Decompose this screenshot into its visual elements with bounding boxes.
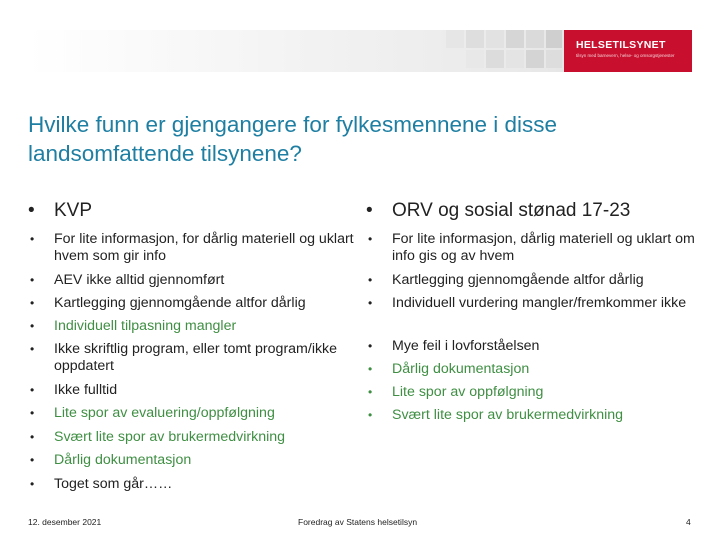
list-item — [366, 338, 696, 355]
list-item — [366, 407, 696, 424]
bullet: • — [368, 362, 373, 376]
bullet: • — [28, 200, 35, 221]
list-item — [28, 405, 364, 422]
list-item — [366, 384, 696, 401]
left-heading-row — [28, 200, 364, 226]
right-column — [366, 200, 696, 423]
bullet: • — [30, 383, 35, 397]
bullet: • — [366, 200, 373, 221]
list-item-text: Svært lite spor av brukermedvirkning — [392, 407, 624, 423]
list-item-text: Individuell vurdering mangler/fremkommer ikke — [392, 295, 687, 311]
decorative-tiles — [446, 30, 562, 72]
list-item-text: Lite spor av evaluering/oppfølgning — [54, 405, 275, 421]
list-item — [28, 272, 364, 289]
bullet: • — [368, 339, 373, 353]
bullet: • — [30, 406, 35, 420]
right-heading-row — [366, 200, 696, 226]
bullet: • — [30, 430, 35, 444]
bullet: • — [368, 296, 373, 310]
bullet: • — [30, 296, 35, 310]
list-item — [366, 361, 696, 378]
footer-center: Foredrag av Statens helsetilsyn — [298, 517, 418, 527]
list-item — [28, 382, 364, 399]
bullet: • — [30, 342, 35, 356]
list-item-text: Ikke skriftlig program, eller tomt program/ikke oppdatert — [54, 341, 338, 374]
bullet: • — [368, 232, 373, 246]
slide-title: Hvilke funn er gjengangere for fylkesmennene i disse landsomfattende tilsynene? — [28, 112, 558, 166]
bullet: • — [368, 385, 373, 399]
list-item — [28, 295, 364, 312]
list-item-text: Ikke fulltid — [54, 382, 118, 398]
bullet: • — [30, 232, 35, 246]
list-item — [28, 318, 364, 335]
list-item-text: Dårlig dokumentasjon — [54, 452, 192, 468]
bullet: • — [30, 319, 35, 333]
list-item-text: Individuell tilpasning mangler — [54, 318, 237, 334]
list-item-text: Lite spor av oppfølgning — [392, 384, 544, 400]
logo-text: HELSETILSYNET — [576, 39, 666, 51]
left-heading: KVP — [54, 200, 93, 221]
list-item — [366, 272, 696, 289]
list-item-text: Svært lite spor av brukermedvirkning — [54, 429, 286, 445]
list-item — [366, 231, 696, 265]
left-column — [28, 200, 364, 492]
bullet: • — [30, 453, 35, 467]
list-item — [366, 295, 696, 312]
helsetilsynet-logo — [564, 30, 692, 72]
list-item — [28, 341, 364, 375]
bullet: • — [368, 273, 373, 287]
list-item — [28, 452, 364, 469]
bullet: • — [368, 408, 373, 422]
bullet: • — [30, 273, 35, 287]
list-item — [28, 231, 364, 265]
list-item — [28, 476, 364, 493]
right-heading: ORV og sosial stønad 17-23 — [392, 200, 631, 221]
logo-subtext: tilsyn med barnevern, helse- og omsorgstjenester — [576, 53, 675, 58]
list-item-text: For lite informasjon, for dårlig materiell og uklart hvem som gir info — [54, 231, 354, 264]
bullet: • — [30, 477, 35, 491]
footer-date: 12. desember 2021 — [28, 517, 102, 527]
list-item-text: AEV ikke alltid gjennomført — [54, 272, 225, 288]
list-item-text: Kartlegging gjennomgående altfor dårlig — [392, 272, 644, 288]
list-item-text: Kartlegging gjennomgående altfor dårlig — [54, 295, 306, 311]
list-item — [28, 429, 364, 446]
list-item-text: Dårlig dokumentasjon — [392, 361, 530, 377]
list-item-text: Mye feil i lovforståelsen — [392, 338, 540, 354]
list-item-text: Toget som går…… — [54, 476, 173, 492]
page-number: 4 — [686, 517, 691, 527]
list-item-text: For lite informasjon, dårlig materiell og uklart om info gis og av hvem — [392, 231, 695, 264]
